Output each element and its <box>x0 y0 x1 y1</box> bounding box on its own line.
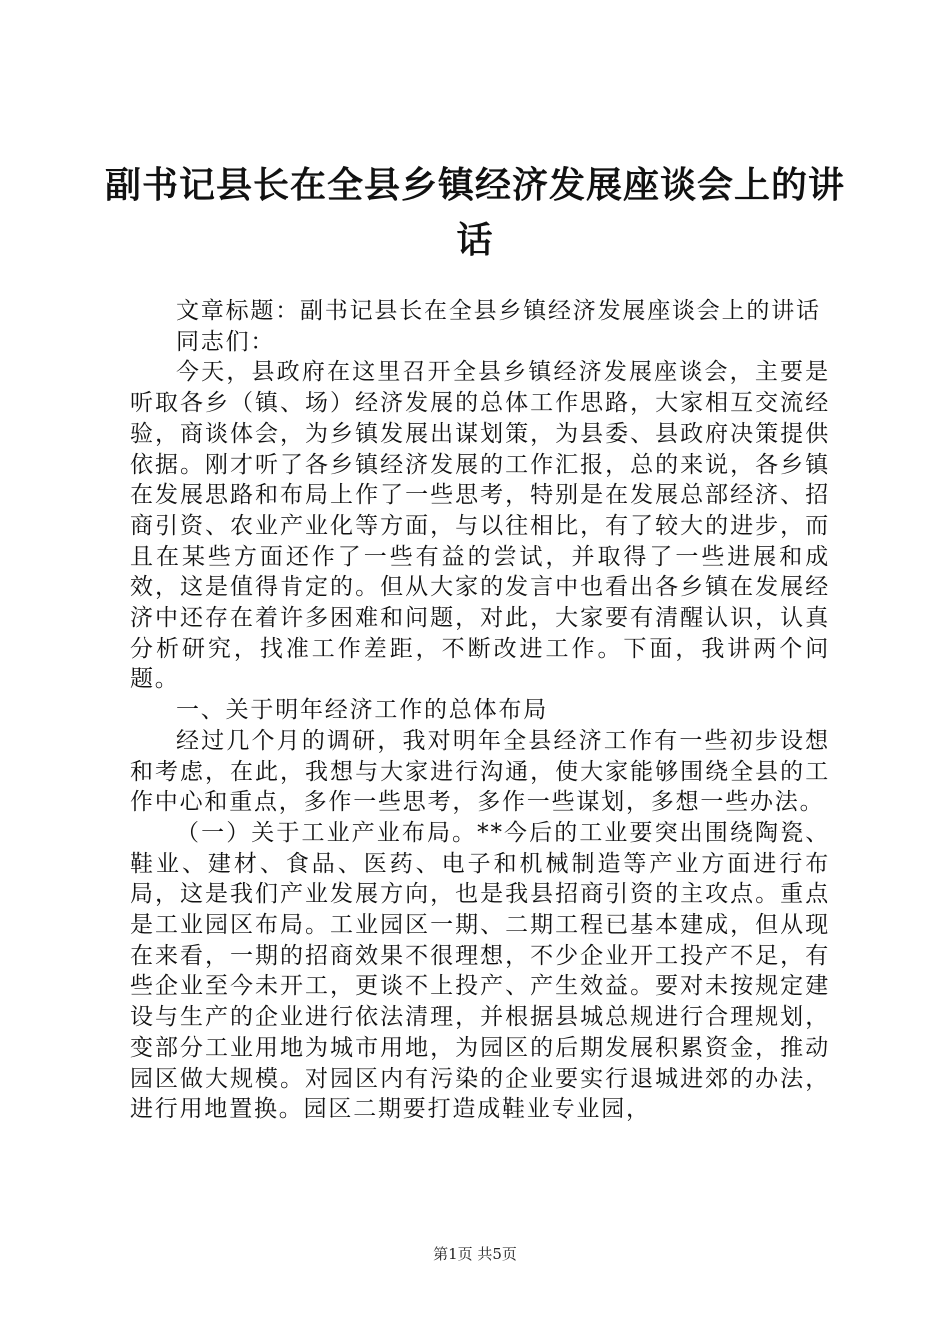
document-title: 副书记县长在全县乡镇经济发展座谈会上的讲话 <box>104 164 845 261</box>
paragraph-industrial-layout: （一）关于工业产业布局。**今后的工业要突出围绕陶瓷、鞋业、建材、食品、医药、电子和机械制造等产业方面进行布局，这是我们产业发展方向，也是我县招商引资的主攻点。重点是工业园区布局。工业园区一期、二期工程已基本建成，但从现在来看，一期的招商效果不很理想，不少企业开工投产不足，有些企业至今未开工，更谈不上投产、产生效益。要对未按规定建设与生产的企业进行依法清理，并根据县城总规进行合理规划，变部分工业用地为城市用地，为园区的后期发展积累资金，推动园区做大规模。对园区内有污染的企业要实行退城进郊的办法，进行用地置换。园区二期要打造成鞋业专业园， <box>130 819 830 1123</box>
paragraph-intro: 今天，县政府在这里召开全县乡镇经济发展座谈会，主要是听取各乡（镇、场）经济发展的总体工作思路，大家相互交流经验，商谈体会，为乡镇发展出谋划策，为县委、县政府决策提供依据。刚才听了各乡镇经济发展的工作汇报，总的来说，各乡镇在发展思路和布局上作了一些思考，特别是在发展总部经济、招商引资、农业产业化等方面，与以往相比，有了较大的进步，而且在某些方面还作了一些有益的尝试，并取得了一些进展和成效，这是值得肯定的。但从大家的发言中也看出各乡镇在发展经济中还存在着许多困难和问题，对此，大家要有清醒认识，认真分析研究，找准工作差距，不断改进工作。下面，我讲两个问题。 <box>130 359 830 693</box>
salutation: 同志们： <box>176 328 276 355</box>
paragraph-section-1-intro: 经过几个月的调研，我对明年全县经济工作有一些初步设想和考虑，在此，我想与大家进行沟通，使大家能够围绕全县的工作中心和重点，多作一些思考，多作一些谋划，多想一些办法。 <box>130 727 830 816</box>
document-body <box>130 296 830 1125</box>
article-title-line: 文章标题：副书记县长在全县乡镇经济发展座谈会上的讲话 <box>176 298 821 324</box>
section-heading-1: 一、关于明年经济工作的总体布局 <box>176 697 548 724</box>
page-footer: 第1页 共5页 <box>433 1245 517 1263</box>
